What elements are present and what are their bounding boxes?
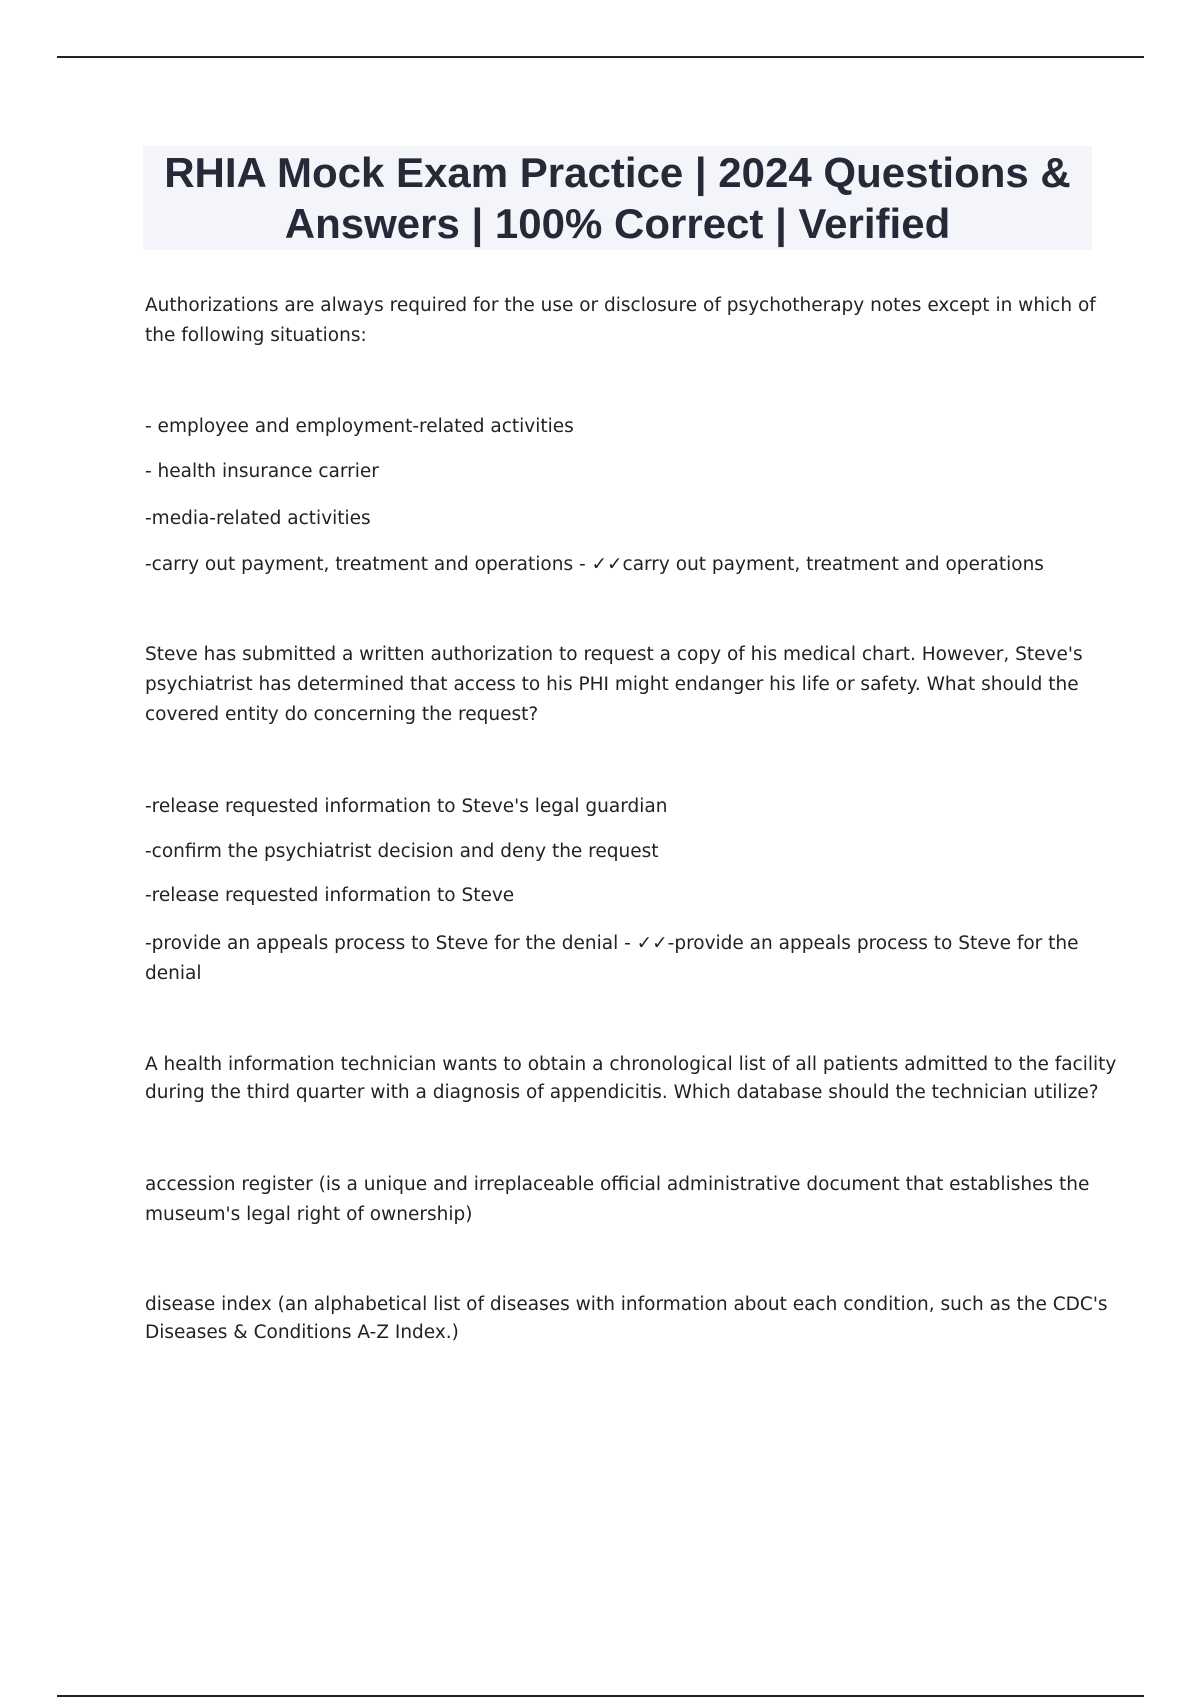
- question-1-option-2: - health insurance carrier: [145, 461, 379, 482]
- question-1-prompt-line-2: the following situations:: [145, 325, 367, 346]
- top-rule: [57, 56, 1144, 58]
- document-title: RHIA Mock Exam Practice | 2024 Questions & Answers | 100% Correct | Verified: [164, 149, 1071, 247]
- question-3-option-1-line-2: museum's legal right of ownership): [145, 1204, 473, 1225]
- question-3-option-2-line-2: Diseases & Conditions A-Z Index.): [145, 1322, 459, 1343]
- question-3-option-1-line-1: accession register (is a unique and irreplaceable official administrative document that establishes the: [145, 1174, 1090, 1195]
- question-2-option-1: -release requested information to Steve's legal guardian: [145, 796, 668, 817]
- question-1-prompt-line-1: Authorizations are always required for the use or disclosure of psychotherapy notes except in which of: [145, 295, 1096, 316]
- question-3-option-2-line-1: disease index (an alphabetical list of diseases with information about each condition, such as the CDC's: [145, 1294, 1108, 1315]
- question-2-prompt-line-2: psychiatrist has determined that access to his PHI might endanger his life or safety. What should the: [145, 674, 1079, 695]
- question-2-answer-line-1: -provide an appeals process to Steve for the denial - ✓✓-provide an appeals process to Steve for the: [145, 933, 1079, 954]
- title-banner: [143, 146, 1092, 250]
- question-2-option-2: -confirm the psychiatrist decision and deny the request: [145, 841, 659, 862]
- question-2-prompt-line-1: Steve has submitted a written authorization to request a copy of his medical chart. However, Steve's: [145, 644, 1083, 665]
- question-1-option-3: -media-related activities: [145, 508, 371, 529]
- question-2-answer-line-2: denial: [145, 963, 202, 984]
- question-2-prompt-line-3: covered entity do concerning the request?: [145, 704, 539, 725]
- bottom-rule: [57, 1695, 1144, 1697]
- question-3-prompt-line-2: during the third quarter with a diagnosis of appendicitis. Which database should the technician utilize?: [145, 1082, 1099, 1103]
- question-1-option-1: - employee and employment-related activities: [145, 416, 574, 437]
- question-1-option-4-answer: -carry out payment, treatment and operations - ✓✓carry out payment, treatment and operations: [145, 554, 1044, 575]
- question-3-prompt-line-1: A health information technician wants to obtain a chronological list of all patients admitted to the facility: [145, 1054, 1117, 1075]
- question-2-option-3: -release requested information to Steve: [145, 885, 515, 906]
